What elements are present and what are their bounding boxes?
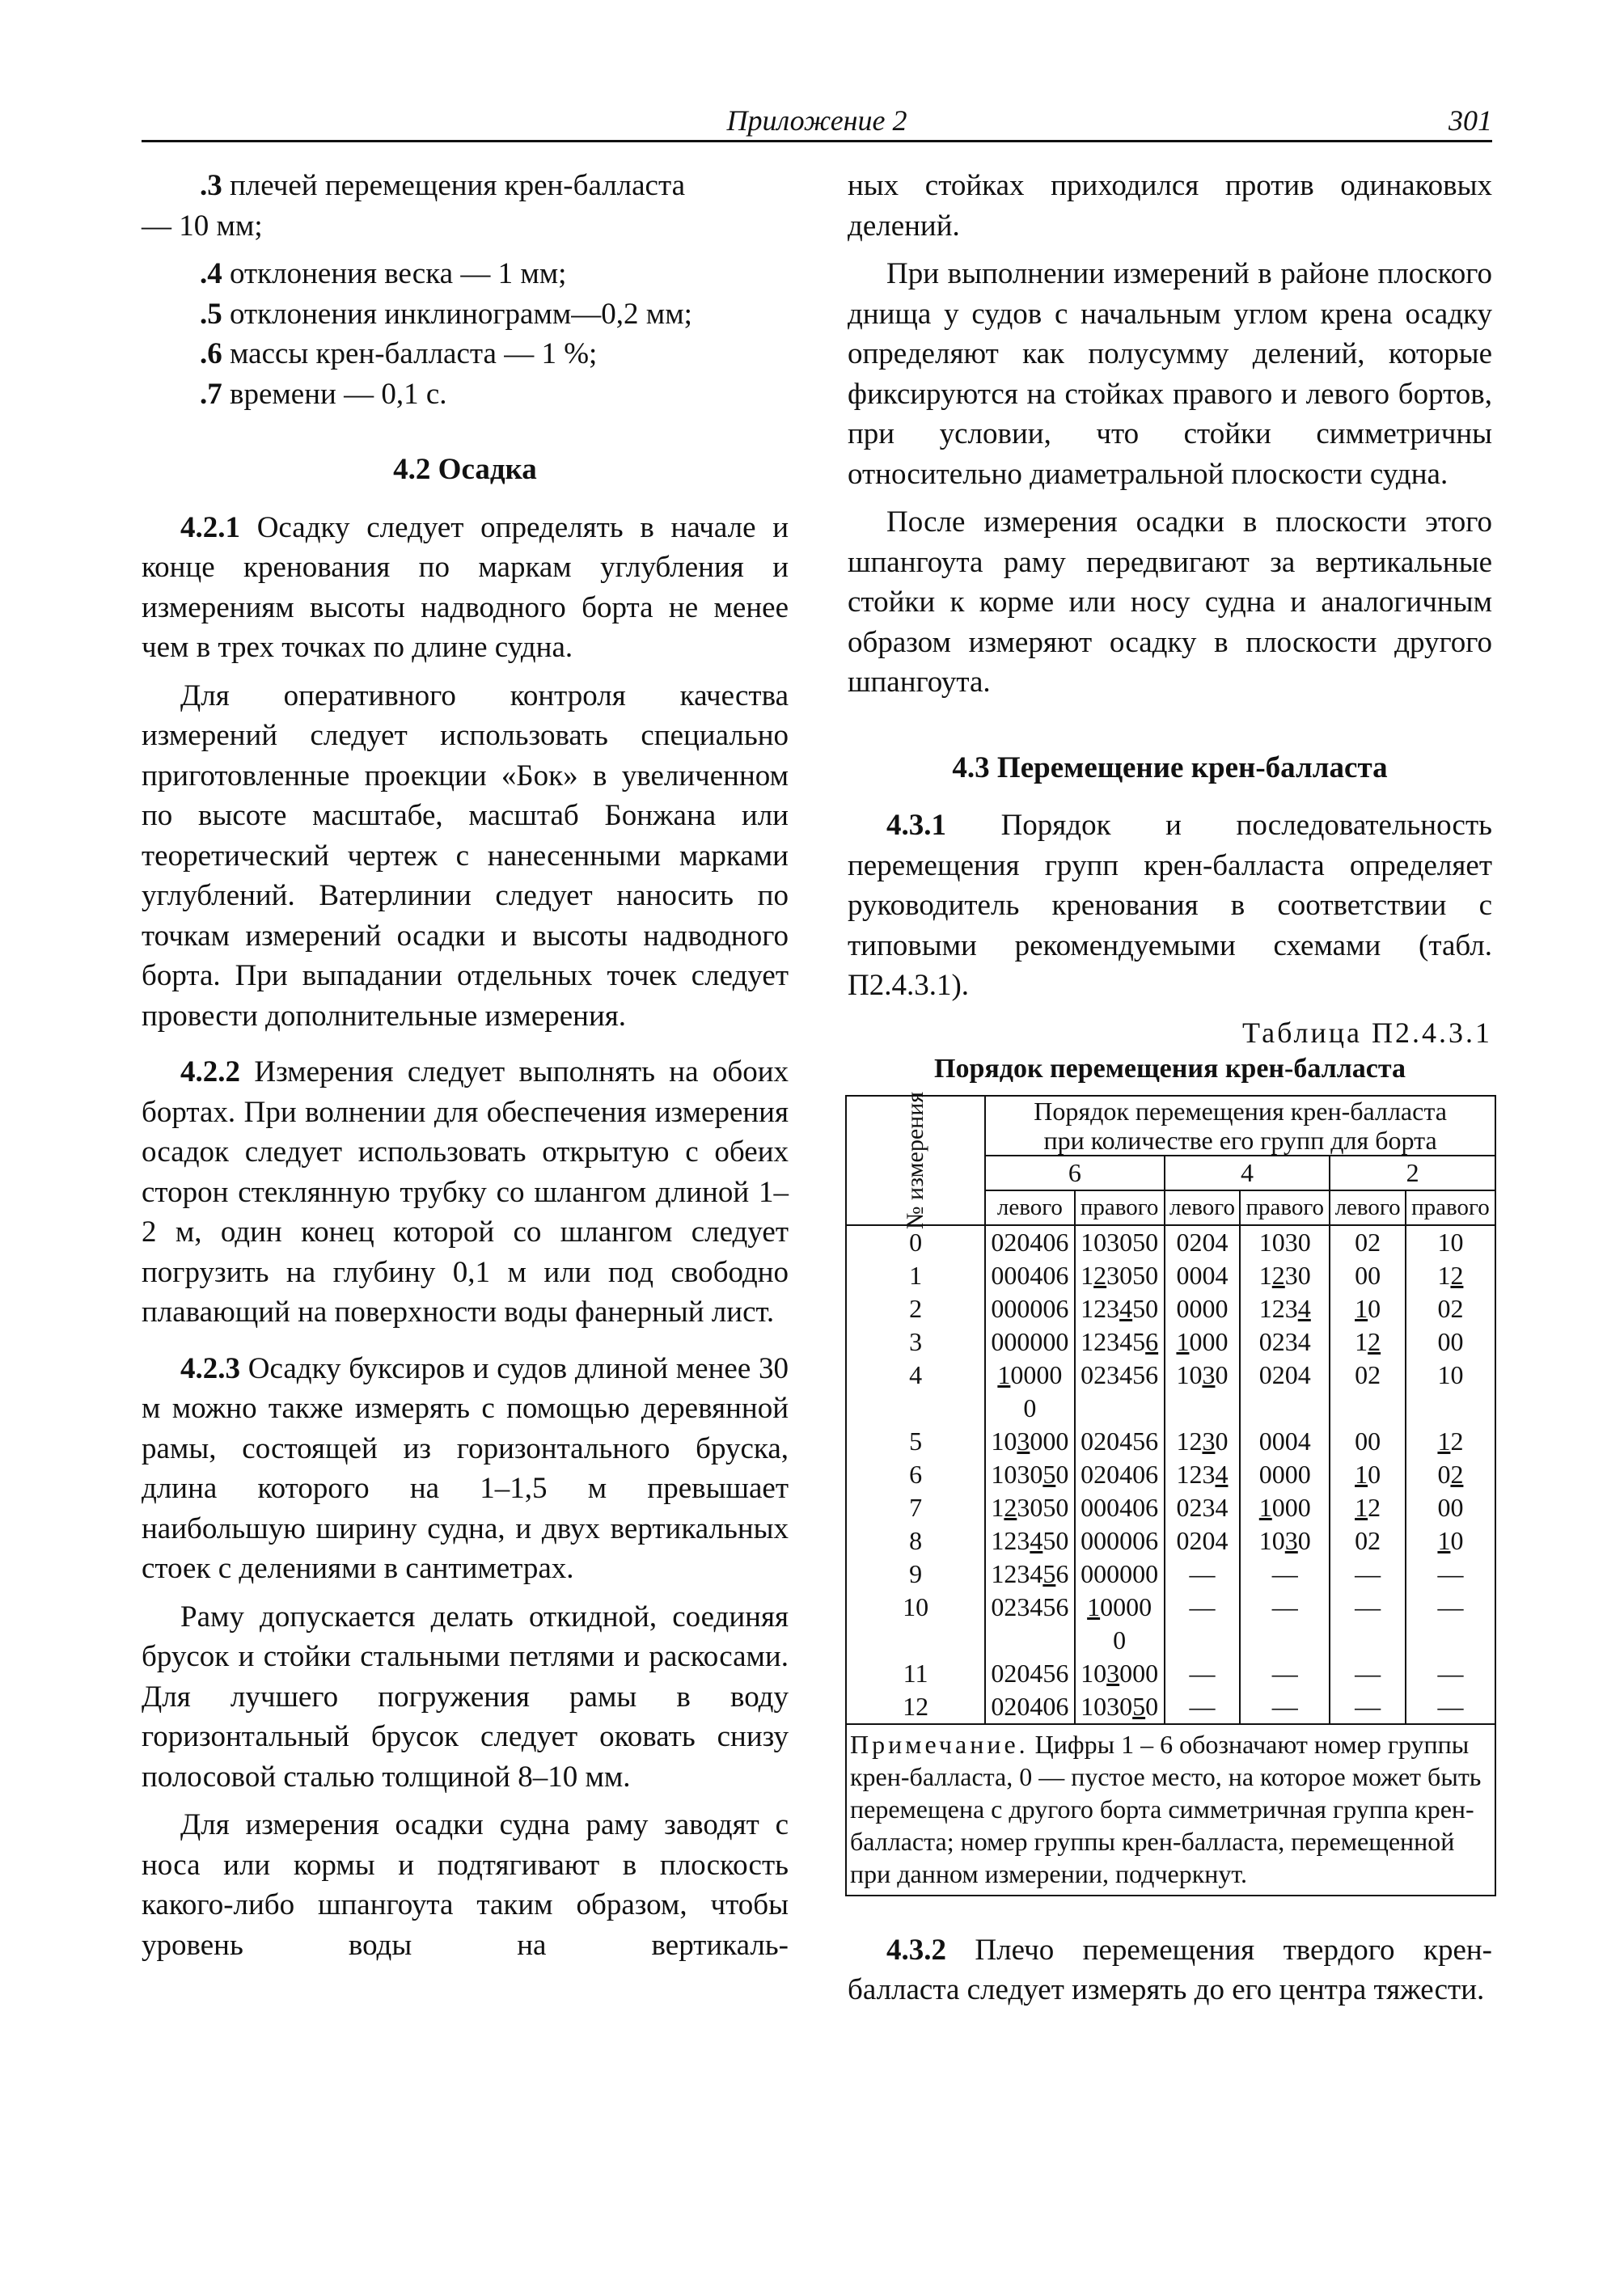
table-cell: 10 xyxy=(1406,1524,1495,1558)
paragraph: После измерения осадки в плоскости этого шпангоута раму передвигают за вертикальные стойки к корме или носу судна и аналогичным образом измеряют осадку в плоскости другого шпангоута. xyxy=(848,505,1492,699)
measurement-no-cell: 8 xyxy=(846,1524,985,1558)
table-note: Примечание. Цифры 1 – 6 обозначают номер группы крен-балласта, 0 — пустое место, на которое может быть перемещена с другого борта симметричная группа крен-балласта; номер группы крен-балласта, перемещенной при данном измерении, подчеркнут. xyxy=(846,1724,1495,1896)
table-cell: 1230 xyxy=(1240,1259,1330,1292)
list-item: .3 плечей перемещения крен-балласта xyxy=(200,169,686,202)
table-cell: 0234 xyxy=(1240,1325,1330,1359)
table-row xyxy=(846,1458,1495,1491)
section-heading-4-2: 4.2 Осадка xyxy=(393,453,537,486)
table-cell: — xyxy=(1330,1558,1406,1591)
table-cell: 0204 xyxy=(1240,1359,1330,1425)
table-cell: 02 xyxy=(1330,1524,1406,1558)
list-item: .5 отклонения инклинограмм—0,2 мм; xyxy=(200,297,692,331)
table-cell: 1030 xyxy=(1240,1524,1330,1558)
table-row xyxy=(846,1524,1495,1558)
list-item: .6 массы крен-балласта — 1 %; xyxy=(200,337,598,370)
measurement-no-cell: 10 xyxy=(846,1591,985,1657)
table-cell: — xyxy=(1165,1591,1241,1657)
table-cell: — xyxy=(1165,1690,1241,1724)
table-cell: 000406 xyxy=(1075,1491,1165,1524)
table-cell: 103000 xyxy=(1075,1657,1165,1690)
table-cell: 00 xyxy=(1406,1325,1495,1359)
table-cell: 12 xyxy=(1406,1259,1495,1292)
measurement-no-cell: 9 xyxy=(846,1558,985,1591)
measurement-no-cell: 1 xyxy=(846,1259,985,1292)
table-row xyxy=(846,1690,1495,1724)
table-row xyxy=(846,1325,1495,1359)
table-cell: — xyxy=(1240,1690,1330,1724)
table-cell: — xyxy=(1406,1657,1495,1690)
left-column xyxy=(142,166,789,1973)
table-cell: 023456 xyxy=(1075,1359,1165,1425)
table-cell: 10 xyxy=(1330,1458,1406,1491)
table-cell: 123050 xyxy=(985,1491,1074,1524)
measurement-no-cell: 5 xyxy=(846,1425,985,1458)
measurement-no-cell: 6 xyxy=(846,1458,985,1491)
measurement-no-cell: 0 xyxy=(846,1225,985,1259)
list-item: .4 отклонения веска — 1 мм; xyxy=(200,257,567,290)
page-header xyxy=(142,104,1492,142)
table-cell: 1230 xyxy=(1165,1425,1241,1458)
paragraph: Для измерения осадки судна раму заводят с носа или кормы и подтягивают в плоскость какого-либо шпангоута таким образом, чтобы уровень воды на вертикаль- xyxy=(142,1808,789,1962)
paragraph: При выполнении измерений в районе плоского днища у судов с начальным углом крена осадку определяют как полусумму делений, которые фиксируются на стойках правого и левого бортов, при условии, что стойки симметричны относительно диаметральной плоскости судна. xyxy=(848,257,1492,491)
table-cell: 020406 xyxy=(1075,1458,1165,1491)
measurement-no-cell: 4 xyxy=(846,1359,985,1425)
table-cell: 023456 xyxy=(985,1591,1074,1657)
table-cell: 0004 xyxy=(1240,1425,1330,1458)
table-cell: 0204 xyxy=(1165,1225,1241,1259)
page-number: 301 xyxy=(1448,104,1492,137)
table-cell: 103050 xyxy=(1075,1690,1165,1724)
table-cell: 1234 xyxy=(1165,1458,1241,1491)
table-cell: 02 xyxy=(1330,1359,1406,1425)
table-row xyxy=(846,1591,1495,1657)
table-cell: — xyxy=(1330,1657,1406,1690)
table-cell: — xyxy=(1240,1657,1330,1690)
table-row xyxy=(846,1225,1495,1259)
table-cell: 123456 xyxy=(985,1558,1074,1591)
table-title: Порядок перемещения крен-балласта xyxy=(934,1053,1406,1084)
table-cell: 02 xyxy=(1406,1458,1495,1491)
table-cell: 103000 xyxy=(985,1425,1074,1458)
table-cell: 000000 xyxy=(985,1325,1074,1359)
paragraph-4-2-1: 4.2.1 Осадку следует определять в начале и конце кренования по маркам углубления и измерениям высоты надводного борта не менее чем в трех точках по длине судна. xyxy=(142,510,789,664)
paragraph-4-2-3: 4.2.3 Осадку буксиров и судов длиной менее 30 м можно также измерять с помощью деревянной рамы, состоящей из горизонтального бруска, длина которого на 1–1,5 м превышает наибольшую ширину судна, и двух вертикальных стоек с делениями в сантиметрах. xyxy=(142,1351,789,1585)
group-header: Порядок перемещения крен-балласта при количестве его групп для борта xyxy=(985,1096,1495,1156)
table-cell: 123456 xyxy=(1075,1325,1165,1359)
table-cell: — xyxy=(1330,1690,1406,1724)
measurement-no-cell: 3 xyxy=(846,1325,985,1359)
paragraph-4-3-1: 4.3.1 Порядок и последовательность перемещения групп крен-балласта определяет руководитель кренования в соответствии с типовыми рекомендуемыми схемами (табл. П2.4.3.1). xyxy=(848,809,1492,1002)
col-measurement-no: № измерения xyxy=(846,1096,985,1225)
table-cell: 00 xyxy=(1330,1425,1406,1458)
side-left: левого xyxy=(985,1190,1074,1225)
table-cell: 12 xyxy=(1330,1325,1406,1359)
table-row xyxy=(846,1292,1495,1325)
table-cell: 123050 xyxy=(1075,1259,1165,1292)
side-left: левого xyxy=(1165,1190,1241,1225)
table-cell: — xyxy=(1406,1690,1495,1724)
measurement-no-cell: 7 xyxy=(846,1491,985,1524)
table-cell: 020406 xyxy=(985,1690,1074,1724)
table-cell: 1030 xyxy=(1165,1359,1241,1425)
ballast-table xyxy=(845,1091,1496,1896)
table-row xyxy=(846,1359,1495,1425)
table-cell: 020456 xyxy=(1075,1425,1165,1458)
table-cell: 000006 xyxy=(985,1292,1074,1325)
paragraph: ных стойках приходился против одинаковых делений. xyxy=(848,169,1492,243)
table-row xyxy=(846,1259,1495,1292)
table-cell: 000006 xyxy=(1075,1524,1165,1558)
table-row xyxy=(846,1558,1495,1591)
measurement-no-cell: 12 xyxy=(846,1690,985,1724)
table-cell: 020406 xyxy=(985,1225,1074,1259)
table-row xyxy=(846,1657,1495,1690)
table-cell: 123450 xyxy=(1075,1292,1165,1325)
paragraph-4-3-2: 4.3.2 Плечо перемещения твердого крен-балласта следует измерять до его центра тяжести. xyxy=(848,1933,1492,2006)
measurement-no-cell: 11 xyxy=(846,1657,985,1690)
table-body xyxy=(846,1225,1495,1724)
side-right: правого xyxy=(1075,1190,1165,1225)
table-row xyxy=(846,1425,1495,1458)
count-2: 2 xyxy=(1330,1156,1495,1190)
table-cell: 1000 xyxy=(1240,1491,1330,1524)
table-cell: 10 xyxy=(1406,1359,1495,1425)
table-cell: 123450 xyxy=(985,1524,1074,1558)
side-right: правого xyxy=(1240,1190,1330,1225)
table-cell: 000406 xyxy=(985,1259,1074,1292)
paragraph: Для оперативного контроля качества измерений следует использовать специально приготовленные проекции «Бок» в увеличенном по высоте масштабе, масштаб Бонжана или теоретический чертеж с нанесенными марками углублений. Ватерлинии следует наносить по точкам измерений осадки и высоты надводного борта. При выпадании отдельных точек следует провести дополнительные измерения. xyxy=(142,678,789,1033)
table-cell: 1030 xyxy=(1240,1225,1330,1259)
table-cell: 103050 xyxy=(985,1458,1074,1491)
table-cell: 10000 0 xyxy=(1075,1591,1165,1657)
table-cell: 1234 xyxy=(1240,1292,1330,1325)
list-item-continuation: — 10 мм; xyxy=(142,209,263,243)
table-cell: 12 xyxy=(1330,1491,1406,1524)
table-cell: 0204 xyxy=(1165,1524,1241,1558)
paragraph: Раму допускается делать откидной, соединяя брусок и стойки стальными петлями и раскосами. Для лучшего погружения рамы в воду горизонтальный брусок следует оковать снизу полосовой сталью толщиной 8–10 мм. xyxy=(142,1600,789,1794)
measurement-no-cell: 2 xyxy=(846,1292,985,1325)
table-cell: 103050 xyxy=(1075,1225,1165,1259)
section-heading-4-3: 4.3 Перемещение крен-балласта xyxy=(952,750,1388,784)
table-cell: 02 xyxy=(1406,1292,1495,1325)
table-row xyxy=(846,1491,1495,1524)
count-6: 6 xyxy=(985,1156,1165,1190)
table-cell: — xyxy=(1240,1558,1330,1591)
table-cell: 0004 xyxy=(1165,1259,1241,1292)
table-cell: 12 xyxy=(1406,1425,1495,1458)
table-cell: 000000 xyxy=(1075,1558,1165,1591)
table-cell: — xyxy=(1240,1591,1330,1657)
table-cell: — xyxy=(1165,1657,1241,1690)
table-cell: — xyxy=(1406,1558,1495,1591)
table-cell: 00 xyxy=(1406,1491,1495,1524)
table-cell: 02 xyxy=(1330,1225,1406,1259)
table-cell: — xyxy=(1406,1591,1495,1657)
table-cell: 0000 xyxy=(1165,1292,1241,1325)
table-cell: 020456 xyxy=(985,1657,1074,1690)
table-cell: 00 xyxy=(1330,1259,1406,1292)
list-item: .7 времени — 0,1 с. xyxy=(200,377,447,411)
table-cell: — xyxy=(1165,1558,1241,1591)
table-cell: 0000 xyxy=(1240,1458,1330,1491)
table-cell: 10 xyxy=(1330,1292,1406,1325)
side-right: правого xyxy=(1406,1190,1495,1225)
running-title: Приложение 2 xyxy=(726,104,907,137)
table-cell: — xyxy=(1330,1591,1406,1657)
side-left: левого xyxy=(1330,1190,1406,1225)
table-cell: 1000 xyxy=(1165,1325,1241,1359)
table-cell: 10 xyxy=(1406,1225,1495,1259)
count-4: 4 xyxy=(1165,1156,1330,1190)
paragraph-4-2-2: 4.2.2 Измерения следует выполнять на обоих бортах. При волнении для обеспечения измерения осадок следует использовать открытую с обеих сторон стеклянную трубку со шлангом длиной 1–2 м, один конец которой со шлангом следует погрузить на глубину 0,1 м или под свободно плавающий на поверхности воды фанерный лист. xyxy=(142,1055,789,1329)
table-cell: 0234 xyxy=(1165,1491,1241,1524)
table-caption: Таблица П2.4.3.1 xyxy=(1242,1016,1492,1049)
table-cell: 10000 0 xyxy=(985,1359,1074,1425)
right-column xyxy=(848,166,1492,2018)
